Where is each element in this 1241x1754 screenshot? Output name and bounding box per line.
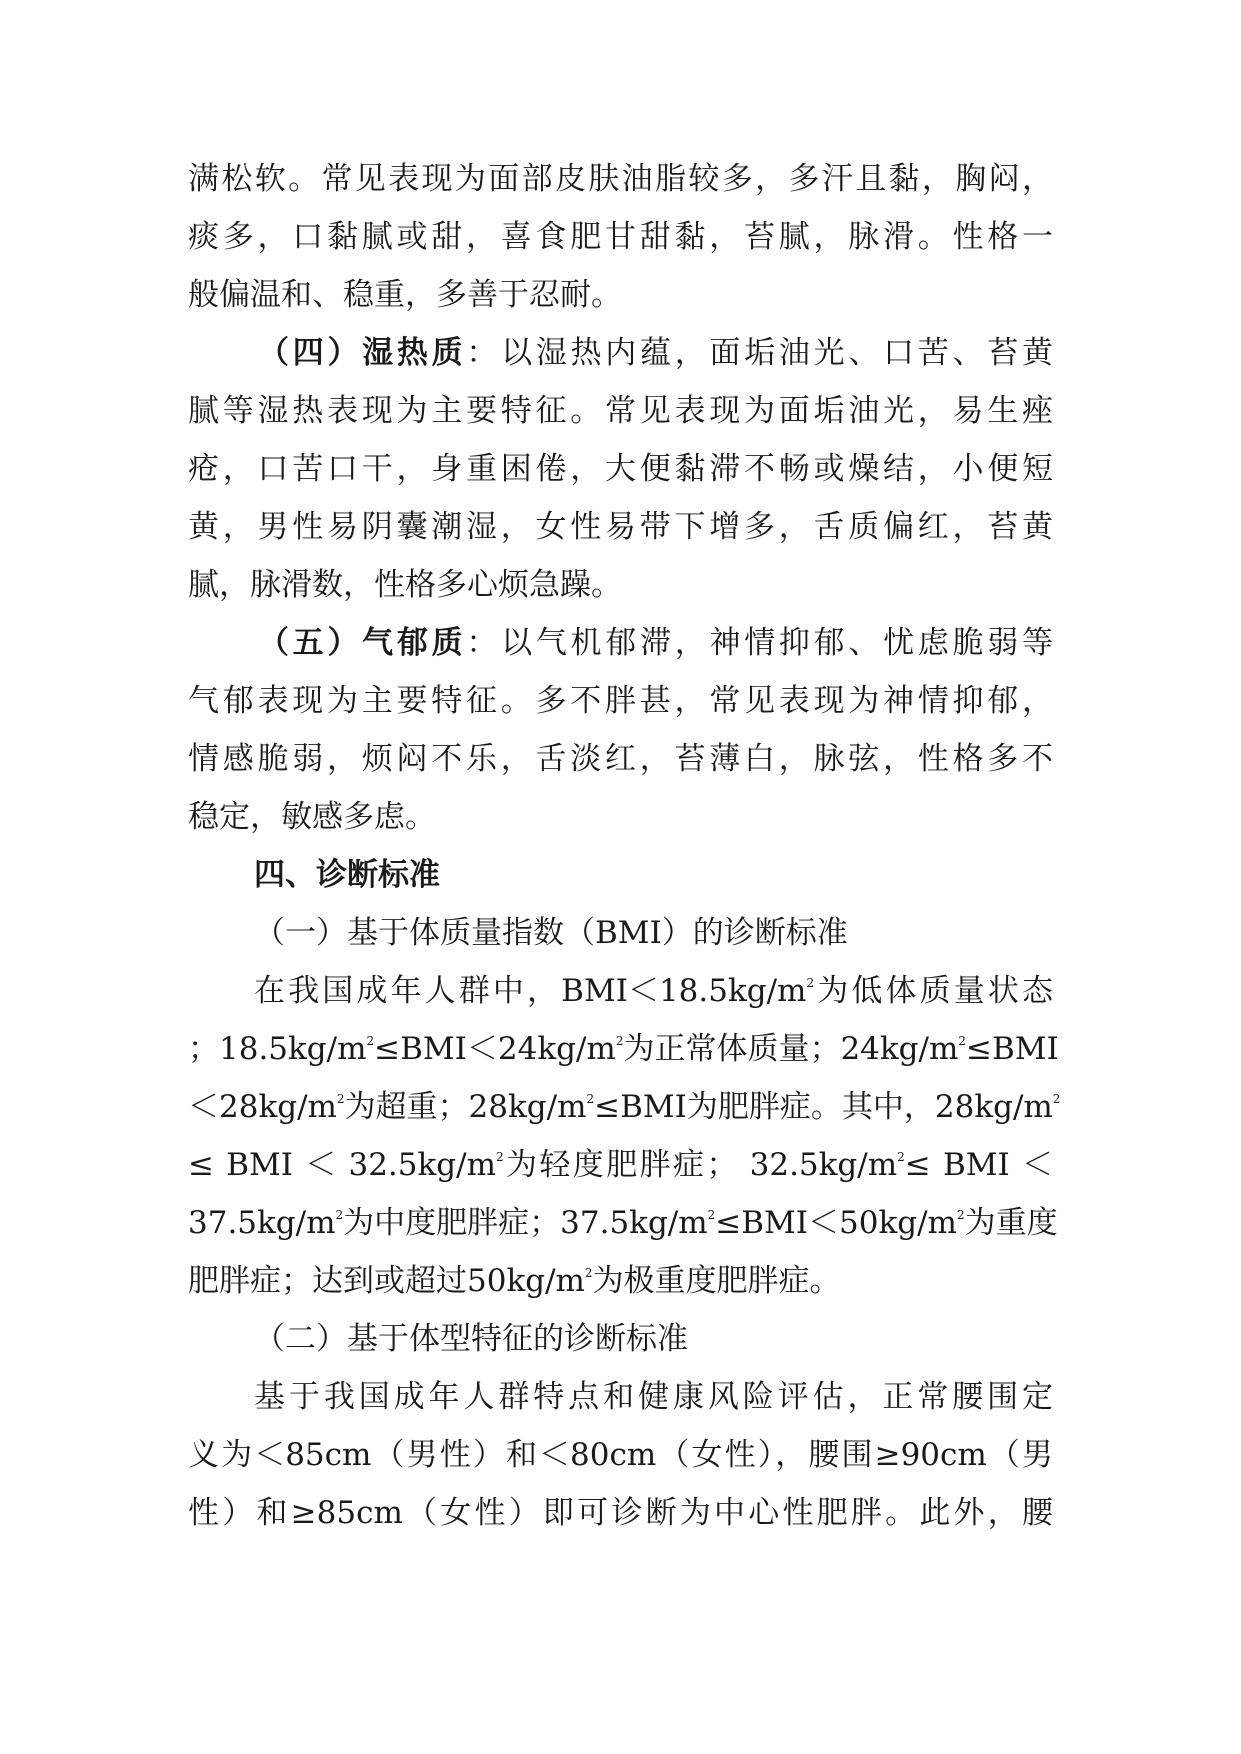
paragraph-line: 般偏温和、稳重，多善于忍耐。 (188, 277, 622, 313)
paragraph-line: ；$18.5kg/m^2\le BMI<24kg/m^2$为正常体质量；$24kg/m^2\le BMI$ (188, 1031, 1059, 1067)
paragraph-line: 性）和≥85cm（女性）即可诊断为中心性肥胖。此外，腰 (188, 1495, 1053, 1531)
paragraph-line: 黄，男性易阴囊潮湿，女性易带下增多，舌质偏红，苔黄 (188, 509, 1053, 545)
superscript: 2 (1052, 1092, 1061, 1106)
paragraph-line: 腻，脉滑数，性格多心烦急躁。 (188, 567, 622, 603)
paragraph-line: $<28kg/m^2$为超重；$28kg/m^2\le BMI$为肥胖症。其中，$28kg/m^2$ (188, 1089, 1061, 1125)
term-text: ：以湿热内蕴，面垢油光、口苦、苔黄 (466, 335, 1054, 371)
paragraph-line: ≤ BMI ＜ $32.5kg/m^2$为轻度肥胖症； $32.5kg/m^2\le$ BMI ＜ (188, 1147, 1054, 1183)
superscript: 2 (956, 1208, 965, 1222)
paragraph-line: 满松软。常见表现为面部皮肤油脂较多，多汗且黏，胸闷， (188, 161, 1053, 197)
subsection-heading: （一）基于体质量指数（BMI）的诊断标准 (254, 915, 848, 951)
superscript: 2 (707, 1208, 716, 1222)
paragraph-line: 腻等湿热表现为主要特征。常见表现为面垢油光，易生痤 (188, 393, 1053, 429)
paragraph-first-line (188, 614, 1053, 672)
paragraph-line: 肥胖症；达到或超过$50kg/m^2$为极重度肥胖症。 (188, 1263, 841, 1299)
paragraph-line: 气郁表现为主要特征。多不胖甚，常见表现为神情抑郁， (188, 683, 1053, 719)
paragraph-first-line: 在我国成年人群中，$BMI<18.5kg/m^2$为低体质量状态 (254, 973, 1053, 1009)
superscript: 2 (586, 1092, 595, 1106)
paragraph-line: 稳定，敏感多虑。 (188, 799, 436, 835)
paragraph-line: 情感脆弱，烦闷不乐，舌淡红，苔薄白，脉弦，性格多不 (188, 741, 1053, 777)
section-heading: 四、诊断标准 (254, 857, 440, 893)
term-text: ：以气机郁滞，神情抑郁、忧虑脆弱等 (466, 625, 1054, 661)
paragraph-line: 疮，口苦口干，身重困倦，大便黏滞不畅或燥结，小便短 (188, 451, 1053, 487)
superscript: 2 (958, 1034, 967, 1048)
term-label: （四）湿热质 (258, 335, 467, 371)
subsection-heading: （二）基于体型特征的诊断标准 (254, 1321, 688, 1357)
document-page (188, 150, 1061, 1542)
superscript: 2 (335, 1208, 344, 1222)
paragraph-line: 痰多，口黏腻或甜，喜食肥甘甜黏，苔腻，脉滑。性格一 (188, 219, 1053, 255)
superscript: 2 (366, 1034, 375, 1048)
superscript: 2 (806, 976, 815, 990)
superscript: 2 (336, 1092, 345, 1106)
superscript: 2 (615, 1034, 624, 1048)
superscript: 2 (495, 1150, 504, 1164)
term-label: （五）气郁质 (258, 625, 467, 661)
paragraph-first-line: 基于我国成年人群特点和健康风险评估，正常腰围定 (254, 1379, 1053, 1415)
paragraph-line: 义为＜85cm（男性）和＜80cm（女性），腰围≥90cm（男 (188, 1437, 1053, 1473)
superscript: 2 (584, 1266, 593, 1280)
paragraph-line: $37.5kg/m^2$为中度肥胖症；$37.5kg/m^2\le BMI<50kg/m^2$为重度 (188, 1205, 1058, 1241)
superscript: 2 (897, 1150, 905, 1164)
paragraph-first-line (188, 324, 1053, 382)
